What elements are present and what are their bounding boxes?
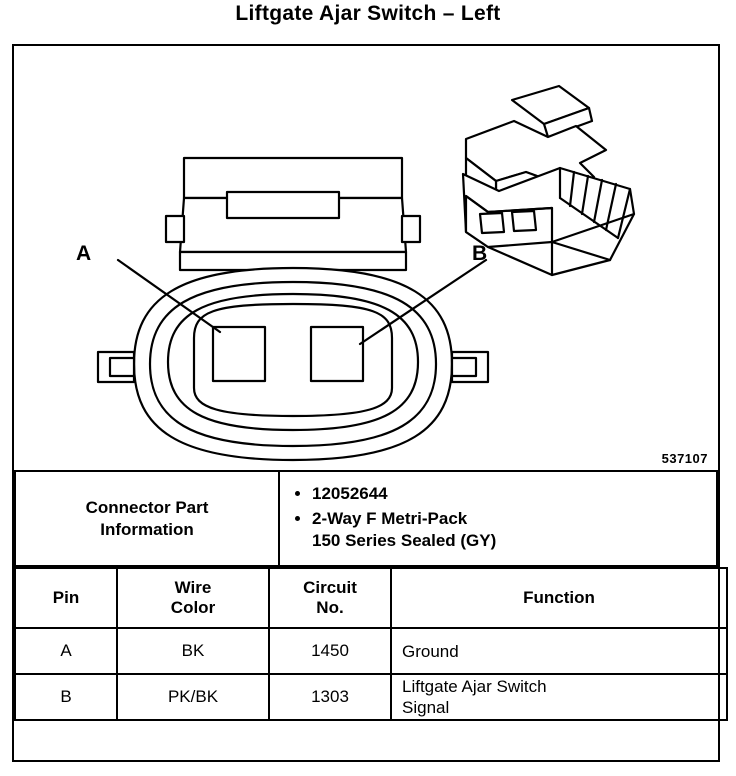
cell-pin: B	[15, 674, 117, 720]
table-header-row	[15, 568, 727, 628]
table-row	[15, 628, 727, 674]
table-row	[15, 674, 727, 720]
figure-code: 537107	[661, 451, 708, 466]
connector-illustration	[14, 46, 718, 470]
cpi-label-line2: Information	[100, 519, 194, 539]
isometric-connector	[463, 86, 634, 275]
cell-function: Ground	[391, 628, 727, 674]
page-title: Liftgate Ajar Switch – Left	[235, 2, 501, 25]
cell-circuit-no: 1450	[269, 628, 391, 674]
pin-table	[14, 567, 728, 721]
column-header-circuit-no	[269, 568, 391, 628]
column-header-wire-color-line1: Wire	[174, 577, 212, 597]
column-header-wire-color	[117, 568, 269, 628]
connector-part-information-values	[279, 471, 717, 566]
connector-description-line2: 150 Series Sealed (GY)	[312, 531, 497, 551]
connector-drawing-svg	[14, 46, 718, 470]
cell-circuit-no: 1303	[269, 674, 391, 720]
column-header-wire-color-line2: Color	[170, 598, 216, 618]
cell-function-line1: Liftgate Ajar Switch	[402, 677, 547, 697]
callout-label-a: A	[76, 242, 92, 265]
callout-label-b: B	[472, 242, 488, 265]
connector-description-line1: 2-Way F Metri-Pack	[312, 509, 468, 529]
connector-tables	[14, 470, 718, 721]
cell-pin: A	[15, 628, 117, 674]
cell-function	[391, 674, 727, 720]
column-header-pin: Pin	[15, 568, 117, 628]
cell-wire-color: BK	[117, 628, 269, 674]
column-header-circuit-line2: No.	[316, 598, 344, 618]
main-connector-front-view	[98, 158, 488, 460]
cell-function-line2: Signal	[402, 698, 450, 718]
connector-description	[312, 508, 716, 552]
cell-wire-color: PK/BK	[117, 674, 269, 720]
diagram-frame	[12, 44, 720, 762]
connector-part-information-table	[14, 470, 718, 567]
column-header-function: Function	[391, 568, 727, 628]
table-row	[15, 471, 717, 566]
connector-part-number: • 12052644	[312, 483, 716, 505]
connector-part-information-label	[15, 471, 279, 566]
cpi-label-line1: Connector Part	[85, 498, 209, 518]
column-header-circuit-line1: Circuit	[303, 577, 357, 597]
